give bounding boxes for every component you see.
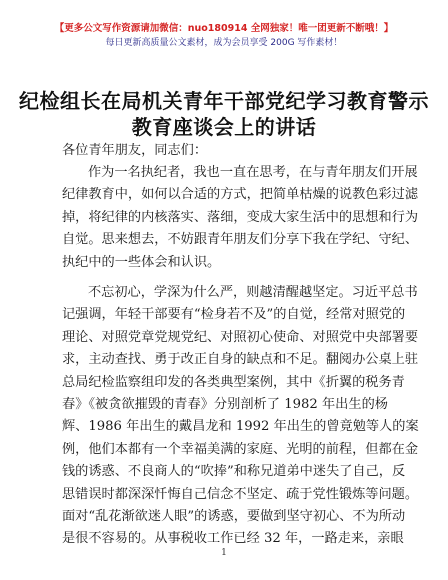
greeting: 各位青年朋友，同志们：	[62, 143, 208, 158]
paragraph-line: 求，主动查找、勇于改正自身的缺点和不足。翻阅办公桌上驻	[62, 352, 419, 368]
paragraph-line: 春》《被贪欲摧毁的青春》分别剖析了 1982 年出生的杨	[62, 396, 388, 412]
paragraph-line: 掉，将纪律的内核落实、落细，变成大家生活中的思想和行为	[62, 209, 419, 225]
paragraph-2	[62, 282, 419, 551]
paragraph-line: 记强调，年轻干部要有“检身若不及”的自觉，经常对照党的	[62, 307, 406, 323]
page-number: 1	[221, 548, 227, 558]
paragraph-1	[62, 162, 419, 274]
document-title-line2: 教育座谈会上的讲话	[131, 115, 317, 139]
promo-banner-line1: 【更多公文写作资源请加微信：nuo180914 全网独家！唯一团更新不断哦！】	[54, 23, 394, 34]
paragraph-line: 思错误时都深深忏悔自己信念不坚定、疏于党性锻炼等问题。	[62, 486, 419, 502]
promo-banner-line2: 每日更新高质量公文素材，成为会员享受 200G 写作素材！	[105, 38, 343, 48]
document-title-line1: 纪检组长在局机关青年干部党纪学习教育警示	[19, 89, 429, 113]
paragraph-line: 不忘初心，学深为什么严，则越清醒越坚定。习近平总书	[88, 285, 418, 300]
paragraph-line: 理论、对照党章党规党纪、对照初心使命、对照党中央部署要	[62, 329, 419, 345]
greeting-block	[62, 140, 388, 162]
paragraph-line: 是很不容易的。从事税收工作已经 32 年，一路走来，亲眼	[62, 531, 404, 547]
paragraph-line: 纪律教育中，如何以合适的方式，把简单枯燥的说教色彩过滤	[62, 187, 419, 203]
paragraph-line: 辉、1986 年出生的戴昌龙和 1992 年出生的曾竟勉等人的案	[62, 419, 419, 435]
paragraph-line: 作为一名执纪者，我也一直在思考，在与青年朋友们开展	[88, 165, 418, 180]
paragraph-line: 自觉。思来想去，不妨跟青年朋友们分享下我在学纪、守纪、	[62, 232, 419, 248]
paragraph-line: 钱的诱惑、不良商人的“吹捧”和称兄道弟中迷失了自己，反	[62, 464, 406, 480]
paragraph-line: 例，他们本都有一个幸福美满的家庭、光明的前程，但都在金	[62, 441, 419, 457]
paragraph-line: 执纪中的一些体会和认识。	[62, 254, 221, 270]
paragraph-line: 面对“乱花渐欲迷人眼”的诱惑，要做到坚守初心、不为所动	[62, 508, 406, 524]
paragraph-line: 总局纪检监察组印发的各类典型案例，其中《折翼的税务青	[62, 374, 405, 390]
